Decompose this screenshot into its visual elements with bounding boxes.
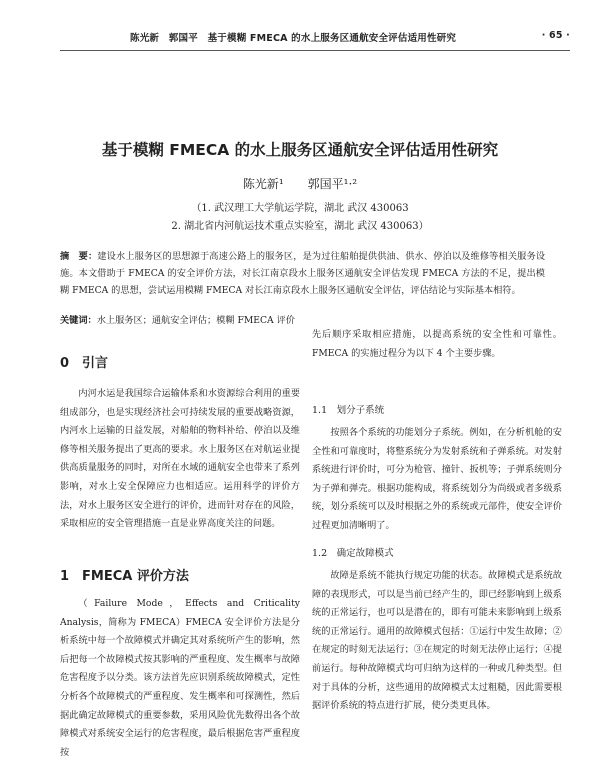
section-1-paragraph: （Failure Mode，Effects and Criticality Analysis，简称为 FMECA）FMECA 安全评价方法是分析系统中每一个故障模式并确定其对系统所产生的影响，然后把每一个故障模式按其影响的严重程度、发生概率与故障危害程度予以分类。该方法首先应识别系统故障模式，定性分析各个故障模式的严重程度、发生概率和可探测性，然后据此确定故障模式的重要参数，采用风险优先数得出各个故障模式对系统安全运行的危害程度，最后根据危害严重程度按 <box>60 598 300 758</box>
section-1-heading: 1 FMECA 评价方法 <box>60 569 189 584</box>
keywords-text: 水上服务区；通航安全评估；模糊 FMECA 评价 <box>96 315 295 326</box>
affiliation-2: 2. 湖北省内河航运技术重点实验室，湖北 武汉 430063） <box>171 221 429 232</box>
section-0-paragraph: 内河水运是我国综合运输体系和水资源综合利用的重要组成部分，也是实现经济社会可持续发展的重要战略资源，内河水上运输的日益发展，对船舶的物料补给、停泊以及维修等相关服务提出了更高的要求。水上服务区在对航运业提供高质量服务的同时，对所在水域的通航安全也带来了系列影响，对水上安全保障应力也相适应。运用科学的评价方法，对水上服务区安全进行的评价，进而针对存在的风险，采取相应的安全管理措施一直是业界高度关注的问题。 <box>60 388 300 530</box>
subsection-1-1-heading: 1.1 划分子系统 <box>312 405 385 416</box>
keywords <box>60 312 545 326</box>
keywords-label: 关键词： <box>60 315 97 326</box>
subsection-1-1-paragraph: 按照各个系统的功能划分子系统。例如，在分析机舱的安全性和可靠度时，将整系统分为发射系统和子弹系统。对发射系统进行评价时，可分为枪管、撞针、扳机等；子弹系统则分为子弹和弹壳。根据功能构成，将系统划分为尚级或者多级系统，划分系统可以及时根据之外的系统或元部件，使安全评价过程更加清晰明了。 <box>312 427 562 531</box>
abstract <box>60 248 545 299</box>
subsection-1-2-heading: 1.2 确定故障模式 <box>312 548 394 559</box>
affiliation-1: （1. 武汉理工大学航运学院，湖北 武汉 430063 <box>191 203 409 214</box>
page-number: · 65 · <box>541 30 570 41</box>
paper-title: 基于模糊 FMECA 的水上服务区通航安全评估适用性研究 <box>101 141 499 159</box>
running-header <box>130 30 570 44</box>
subsection-1-2-paragraph: 故障是系统不能执行规定功能的状态。故障模式是系统故障的表现形式，可以是当前已经产生的，即已经影响到上级系统的正常运行，也可以是潜在的，即有可能未来影响到上级系统的正常运行。通用的故障模式包括：①运行中发生故障；②在规定的时刻无法运行；③在规定的时刻无法停止运行；④提前运行。每种故障模式均可归纳为这样的一种或几种类型。但对于具体的分析，这些通用的故障模式太过粗糙，因此需要根据评价系统的特点进行扩展，使分类更具体。 <box>312 570 562 712</box>
abstract-label: 摘 要： <box>60 251 98 262</box>
right-intro-paragraph: 先后顺序采取相应措施，以提高系统的安全性和可靠性。FMECA 的实施过程分为以下 4 个主要步骤。 <box>312 329 562 359</box>
header-rule <box>60 50 570 51</box>
running-title: 陈光新 郭国平 基于模糊 FMECA 的水上服务区通航安全评估适用性研究 <box>130 33 457 44</box>
abstract-text: 建设水上服务区的思想源于高速公路上的服务区，是为过往船舶提供供油、供水、停泊以及维修等相关服务设施。本文借助于 FMECA 的安全评价方法，对长江南京段水上服务区通航安全评估发现 FMECA 方法的不足，提出模糊 FMECA 的思想，尝试运用模糊 FMECA 对长江南京段水上服务区通航安全评估，评估结论与实际基本相符。 <box>60 251 546 296</box>
section-0-heading: 0 引言 <box>60 356 109 371</box>
paper-authors: 陈光新¹ 郭国平¹·² <box>242 177 358 191</box>
